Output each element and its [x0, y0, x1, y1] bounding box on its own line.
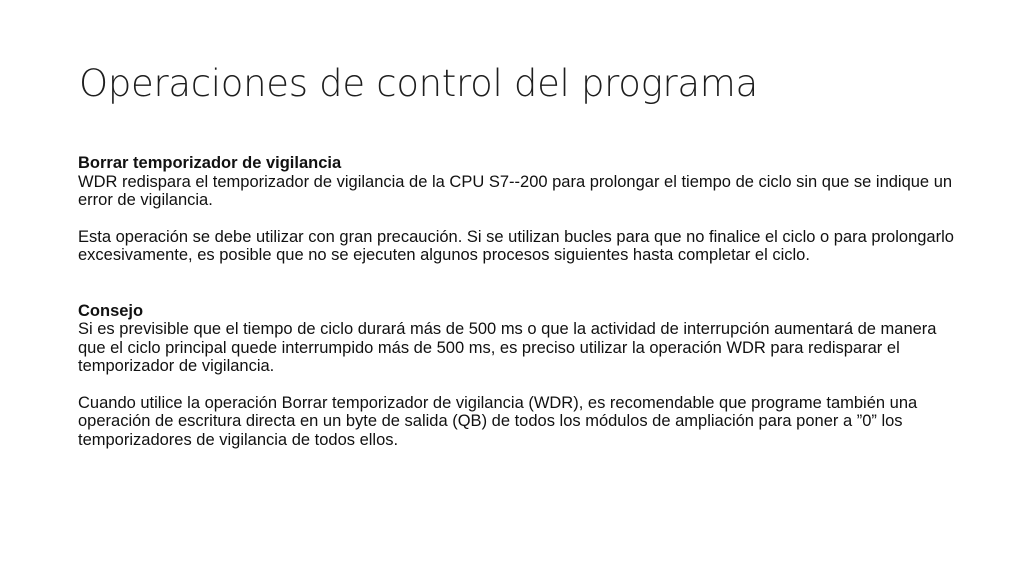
section-heading: Borrar temporizador de vigilancia [78, 154, 342, 172]
section-paragraph: Si es previsible que el tiempo de ciclo durará más de 500 ms o que la actividad de interrupción aumentará de manera que el ciclo principal quede interrumpido más de 500 ms, es preciso utilizar la operación WDR para redisparar el temporizador de vigilancia. [78, 320, 937, 375]
section-tip [78, 302, 958, 376]
section-recommendation-paragraph: Cuando utilice la operación Borrar temporizador de vigilancia (WDR), es recomendable que programe también una operación de escritura directa en un byte de salida (QB) de todos los módulos de ampliación para poner a ”0” los temporizadores de vigilancia de todos ellos. [78, 393, 918, 449]
slide-body [78, 154, 958, 449]
section-caution-paragraph: Esta operación se debe utilizar con gran precaución. Si se utilizan bucles para que no finalice el ciclo o para prolongarlo excesivamente, es posible que no se ejecuten algunos procesos siguientes hasta completar el ciclo. [78, 227, 954, 264]
section-heading: Consejo [78, 301, 144, 320]
slide-title: Operaciones de control del programa [79, 62, 758, 105]
section-watchdog-intro [78, 154, 958, 210]
section-paragraph: WDR redispara el temporizador de vigilancia de la CPU S7--200 para prolongar el tiempo de ciclo sin que se indique un error de vigilancia. [78, 172, 953, 209]
